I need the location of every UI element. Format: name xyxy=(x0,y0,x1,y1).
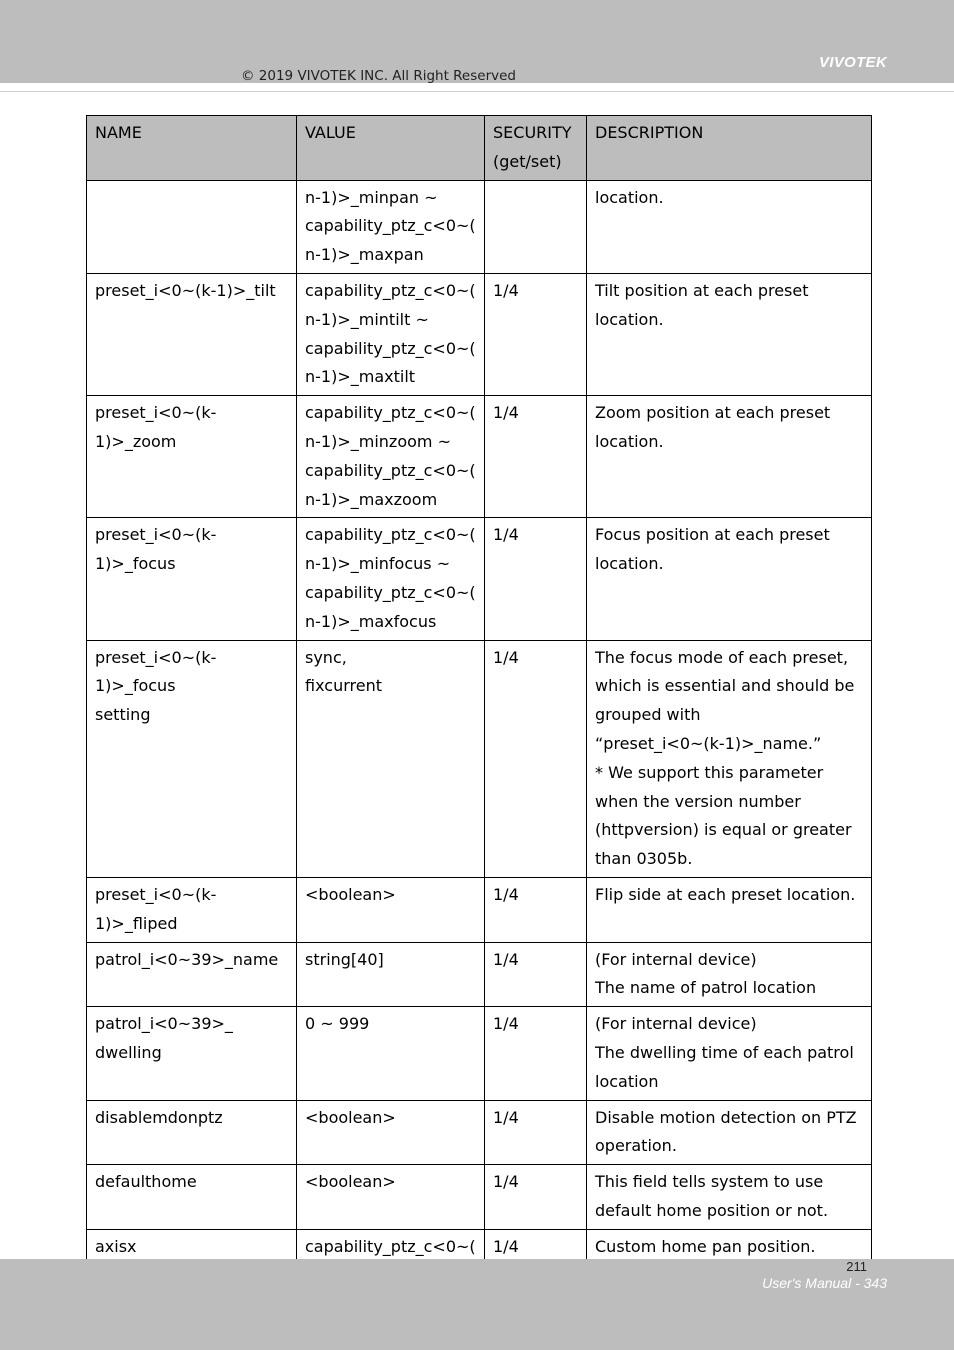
cell-security: 1/4 xyxy=(485,877,587,942)
column-header-value: VALUE xyxy=(297,116,485,181)
table-row xyxy=(87,1100,872,1165)
table-row xyxy=(87,180,872,273)
cell-security: 1/4 xyxy=(485,1165,587,1230)
table-row xyxy=(87,518,872,640)
cell-security: 1/4 xyxy=(485,942,587,1007)
cell-description: location. xyxy=(587,180,872,273)
brand-logo-text: VIVOTEK xyxy=(819,54,887,71)
column-header-name: NAME xyxy=(87,116,297,181)
table-row xyxy=(87,273,872,395)
cell-security: 1/4 xyxy=(485,640,587,877)
cell-name: preset_i<0~(k-1)>_fliped xyxy=(87,877,297,942)
cell-security: 1/4 xyxy=(485,518,587,640)
cell-name: preset_i<0~(k-1)>_focus xyxy=(87,518,297,640)
cell-description: (For internal device) The name of patrol location xyxy=(587,942,872,1007)
cell-description: The focus mode of each preset, which is essential and should be grouped with “preset_i<0~(k-1)>_name.” * We support this parameter when the version number (httpversion) is equal or greater than 0305b. xyxy=(587,640,872,877)
cell-value: capability_ptz_c<0~( n-1)>_mintilt ~ capability_ptz_c<0~( n-1)>_maxtilt xyxy=(297,273,485,395)
cell-security: 1/4 xyxy=(485,1007,587,1100)
cell-value: string[40] xyxy=(297,942,485,1007)
cell-description: Flip side at each preset location. xyxy=(587,877,872,942)
cell-security: 1/4 xyxy=(485,1229,587,1322)
cell-value: capability_ptz_c<0~( n-1)>_minzoom ~ capability_ptz_c<0~( n-1)>_maxzoom xyxy=(297,396,485,518)
cell-security xyxy=(485,180,587,273)
cell-description: Tilt position at each preset location. xyxy=(587,273,872,395)
table-row xyxy=(87,942,872,1007)
page-number: 211 xyxy=(846,1259,867,1274)
cell-security: 1/4 xyxy=(485,396,587,518)
cell-description: This field tells system to use default home position or not. xyxy=(587,1165,872,1230)
cell-security: 1/4 xyxy=(485,1100,587,1165)
cell-value: <boolean> xyxy=(297,877,485,942)
table-row xyxy=(87,877,872,942)
cell-name: axisx xyxy=(87,1229,297,1322)
cell-value: sync, fixcurrent xyxy=(297,640,485,877)
table-row xyxy=(87,1007,872,1100)
cell-value: <boolean> xyxy=(297,1165,485,1230)
cell-description: Focus position at each preset location. xyxy=(587,518,872,640)
cell-description: Disable motion detection on PTZ operation. xyxy=(587,1100,872,1165)
page-footer xyxy=(0,1259,954,1350)
cell-value: n-1)>_minpan ~ capability_ptz_c<0~( n-1)>_maxpan xyxy=(297,180,485,273)
cell-value: <boolean> xyxy=(297,1100,485,1165)
cell-name: preset_i<0~(k-1)>_zoom xyxy=(87,396,297,518)
table-row xyxy=(87,1165,872,1230)
header-divider xyxy=(0,91,954,92)
cell-name: patrol_i<0~39>_ dwelling xyxy=(87,1007,297,1100)
cell-value: 0 ~ 999 xyxy=(297,1007,485,1100)
table-header-row xyxy=(87,116,872,181)
cell-name: preset_i<0~(k-1)>_tilt xyxy=(87,273,297,395)
cell-value: capability_ptz_c<0~( xyxy=(297,1229,485,1322)
cell-security: 1/4 xyxy=(485,273,587,395)
column-header-description: DESCRIPTION xyxy=(587,116,872,181)
cell-value: capability_ptz_c<0~( n-1)>_minfocus ~ capability_ptz_c<0~( n-1)>_maxfocus xyxy=(297,518,485,640)
cell-name: patrol_i<0~39>_name xyxy=(87,942,297,1007)
cell-name xyxy=(87,180,297,273)
column-header-security: SECURITY (get/set) xyxy=(485,116,587,181)
cell-name: disablemdonptz xyxy=(87,1100,297,1165)
cell-name: defaulthome xyxy=(87,1165,297,1230)
parameter-table xyxy=(86,115,872,1323)
cell-description: Custom home pan position. xyxy=(587,1229,872,1322)
copyright-notice: © 2019 VIVOTEK INC. All Right Reserved xyxy=(241,68,516,84)
cell-description: (For internal device) The dwelling time of each patrol location xyxy=(587,1007,872,1100)
cell-description: Zoom position at each preset location. xyxy=(587,396,872,518)
table-row xyxy=(87,396,872,518)
manual-page-label: User's Manual - 343 xyxy=(762,1275,887,1291)
table-row xyxy=(87,640,872,877)
cell-name: preset_i<0~(k-1)>_focus setting xyxy=(87,640,297,877)
